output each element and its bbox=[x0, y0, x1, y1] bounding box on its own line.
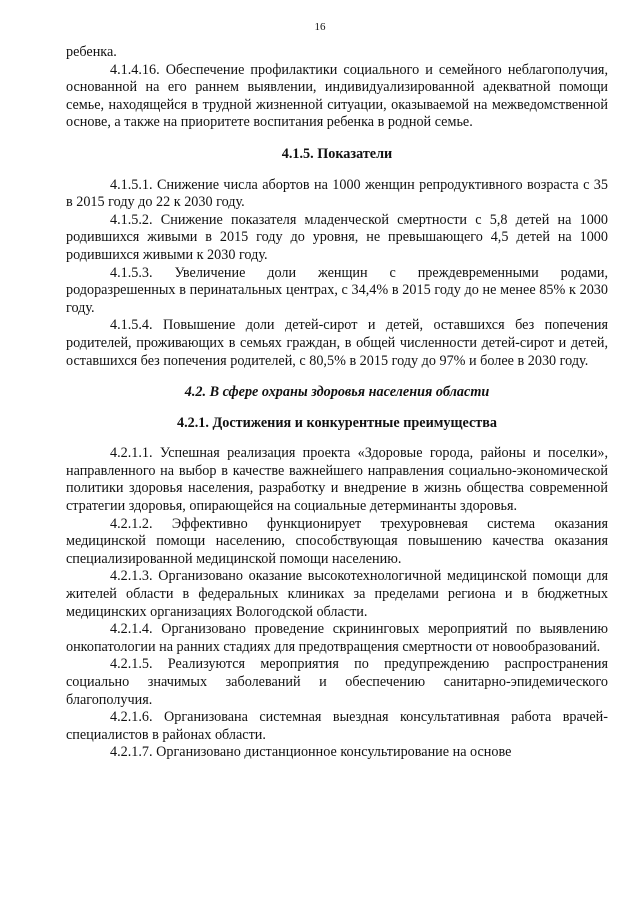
paragraph-4-2-1-3: 4.2.1.3. Организовано оказание высокотехнологичной медицинской помощи для жителей области в федеральных клиниках за пределами региона и в бюджетных медицинских организациях Вологодской области. bbox=[66, 568, 608, 620]
paragraph-4-2-1-6: 4.2.1.6. Организована системная выездная консультативная работа врачей-специалистов в районах области. bbox=[66, 709, 608, 743]
paragraph-4-2-1-5: 4.2.1.5. Реализуются мероприятия по предупреждению распространения социально значимых заболеваний и обеспечению санитарно-эпидемического благополучия. bbox=[66, 656, 608, 708]
paragraph-4-2-1-1: 4.2.1.1. Успешная реализация проекта «Здоровые города, районы и поселки», направленного на выбор в качестве важнейшего направления социально-экономической политики здоровья населения, разработку и внедрение в жизнь общества современной стратегии здоровья, опирающейся на социальные детерминанты здоровья. bbox=[66, 445, 608, 515]
paragraph-4-2-1-4: 4.2.1.4. Организовано проведение скрининговых мероприятий по выявлению онкопатологии на ранних стадиях для предотвращения смертности от новообразований. bbox=[66, 621, 608, 655]
page-number: 16 bbox=[314, 21, 326, 33]
paragraph-4-2-1-7: 4.2.1.7. Организовано дистанционное консультирование на основе bbox=[110, 744, 512, 761]
heading-4-2-1: 4.2.1. Достижения и конкурентные преимущества bbox=[177, 414, 497, 431]
paragraph-4-1-4-16: 4.1.4.16. Обеспечение профилактики социального и семейного неблагополучия, основанной на его раннем выявлении, индивидуализированной адекватной помощи семье, находящейся в трудной жизненной ситуации, оказываемой на межведомственной основе, а также на приоритете воспитания ребенка в родной семье. bbox=[66, 61, 608, 131]
paragraph-4-1-5-1: 4.1.5.1. Снижение числа абортов на 1000 женщин репродуктивного возраста с 35 в 2015 году до 22 к 2030 году. bbox=[66, 176, 608, 211]
paragraph-continuation: ребенка. bbox=[66, 44, 117, 60]
paragraph-4-1-5-4: 4.1.5.4. Повышение доли детей-сирот и детей, оставшихся без попечения родителей, проживающих в семьях граждан, в общей численности детей-сирот и детей, оставшихся без попечения родителей, с 80,5% в 2015 году до 97% и более в 2030 году. bbox=[66, 317, 608, 369]
paragraph-4-2-1-2: 4.2.1.2. Эффективно функционирует трехуровневая система оказания медицинской помощи населению, способствующая повышению качества оказания специализированной медицинской помощи населению. bbox=[66, 515, 608, 567]
paragraph-4-1-5-3: 4.1.5.3. Увеличение доли женщин с преждевременными родами, родоразрешенных в перинатальных центрах, с 34,4% в 2015 году до не менее 85% к 2030 году. bbox=[66, 264, 608, 316]
paragraph-4-1-5-2: 4.1.5.2. Снижение показателя младенческой смертности с 5,8 детей на 1000 родившихся живыми в 2015 году до уровня, не превышающего 4,5 детей на 1000 родившихся живыми к 2030 году. bbox=[66, 211, 608, 263]
heading-4-1-5: 4.1.5. Показатели bbox=[281, 145, 393, 162]
document-body bbox=[66, 44, 608, 762]
heading-4-2: 4.2. В сфере охраны здоровья населения области bbox=[184, 384, 490, 401]
